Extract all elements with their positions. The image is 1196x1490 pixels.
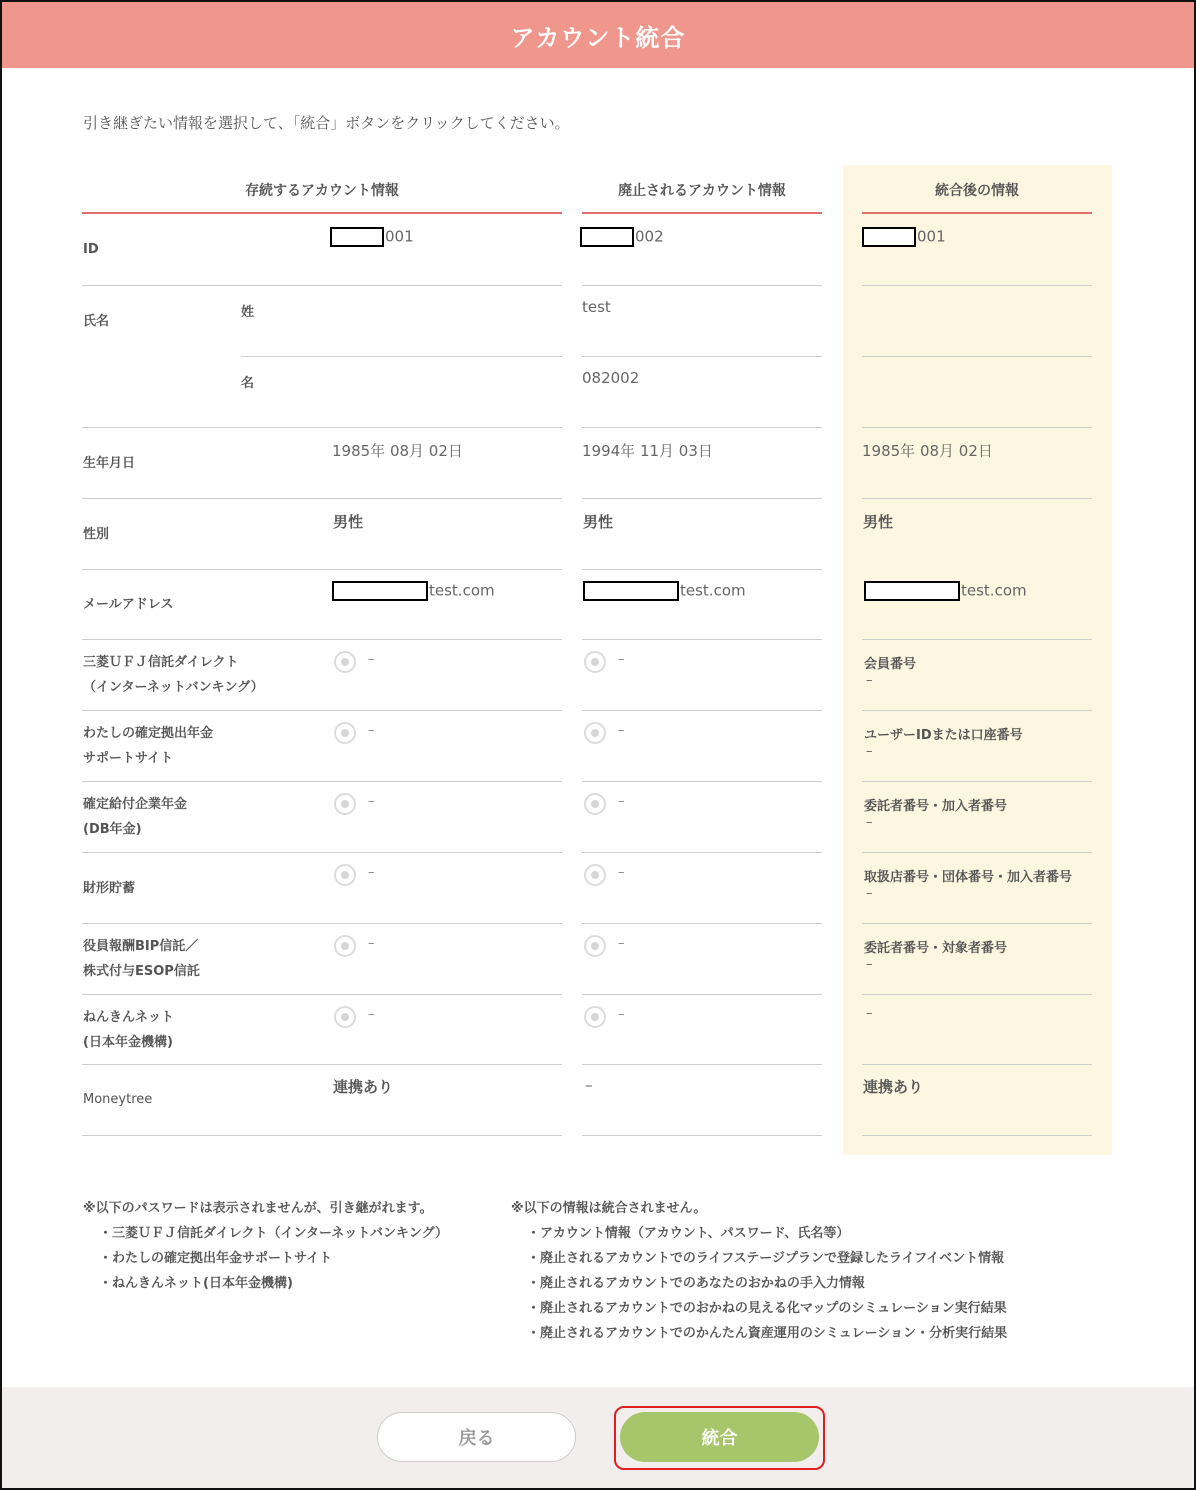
keep-gender: 男性 (333, 513, 364, 531)
sub-label-last-name: 姓 (241, 305, 255, 320)
row-label-email: メールアドレス (83, 597, 174, 612)
merged-service-label: 会員番号 (864, 657, 917, 672)
remove-service-radio[interactable] (584, 651, 606, 673)
remove-service-value: – (618, 652, 625, 667)
row-divider (582, 356, 822, 357)
column-header-remove: 廃止されるアカウント情報 (618, 183, 786, 199)
row-label-moneytree: Moneytree (83, 1092, 153, 1107)
remove-service-radio[interactable] (584, 722, 606, 744)
row-divider (582, 710, 822, 711)
row-label-name: 氏名 (83, 314, 110, 329)
row-divider (82, 427, 562, 428)
row-divider (82, 852, 562, 853)
merged-service-value: – (866, 886, 873, 901)
keep-service-value: – (368, 865, 375, 880)
remove-service-value: – (618, 723, 625, 738)
row-divider (862, 923, 1092, 924)
row-divider (582, 1135, 822, 1136)
row-divider (82, 781, 562, 782)
row-label-service: わたしの確定拠出年金 サポートサイト (83, 726, 214, 766)
column-header-merged: 統合後の情報 (935, 183, 1019, 199)
merged-service-value: – (866, 744, 873, 759)
merged-service-label: 取扱店番号・団体番号・加入者番号 (864, 870, 1073, 885)
redaction-box (330, 227, 384, 247)
header-underline (862, 212, 1092, 214)
remove-service-value: – (618, 1007, 625, 1022)
remove-service-value: – (618, 794, 625, 809)
row-divider (82, 498, 562, 499)
notes-not-merged (511, 1196, 1007, 1346)
page-title: アカウント統合 (2, 2, 1194, 68)
row-label-id: ID (83, 242, 99, 257)
footer-bar (2, 1387, 1194, 1488)
row-divider (82, 1135, 562, 1136)
remove-service-radio[interactable] (584, 864, 606, 886)
row-label-gender: 性別 (83, 527, 110, 542)
row-divider (582, 285, 822, 286)
row-divider (862, 285, 1092, 286)
redaction-box (580, 227, 634, 247)
row-divider (862, 356, 1092, 357)
row-label-service: 三菱ＵＦＪ信託ダイレクト （インターネットバンキング） (83, 655, 264, 695)
keep-moneytree: 連携あり (333, 1078, 394, 1096)
remove-service-radio[interactable] (584, 935, 606, 957)
merged-service-value: – (866, 957, 873, 972)
keep-service-value: – (368, 723, 375, 738)
remove-gender: 男性 (583, 513, 614, 531)
back-button[interactable]: 戻る (377, 1412, 576, 1462)
row-divider (82, 710, 562, 711)
keep-service-radio[interactable] (334, 935, 356, 957)
row-label-service: 確定給付企業年金 (DB年金) (83, 797, 188, 837)
redaction-box (864, 581, 960, 601)
merge-button[interactable]: 統合 (620, 1412, 819, 1462)
header-underline (82, 212, 562, 214)
keep-service-radio[interactable] (334, 651, 356, 673)
notes-item: ・わたしの確定拠出年金サポートサイト (99, 1251, 333, 1266)
keep-service-radio[interactable] (334, 793, 356, 815)
keep-id: 001 (330, 227, 414, 247)
notes-item: ・ねんきんネット(日本年金機構) (99, 1276, 293, 1291)
keep-service-value: – (368, 936, 375, 951)
remove-service-value: – (618, 936, 625, 951)
row-divider (862, 781, 1092, 782)
row-divider (862, 994, 1092, 995)
row-divider (582, 923, 822, 924)
redaction-box (583, 581, 679, 601)
row-divider (582, 498, 822, 499)
row-divider (862, 1135, 1092, 1136)
merged-moneytree: 連携あり (863, 1078, 924, 1096)
row-divider (582, 639, 822, 640)
notes-item: ・廃止されるアカウントでのかんたん資産運用のシミュレーション・分析実行結果 (527, 1326, 1008, 1341)
intro-text: 引き継ぎたい情報を選択して、「統合」ボタンをクリックしてください。 (83, 114, 570, 132)
row-divider (582, 852, 822, 853)
notes-heading: ※以下のパスワードは表示されませんが、引き継がれます。 (83, 1201, 433, 1216)
notes-heading: ※以下の情報は統合されません。 (511, 1201, 707, 1216)
remove-birth: 1994年 11月 03日 (582, 442, 713, 460)
keep-service-radio[interactable] (334, 722, 356, 744)
merged-service-label: ユーザーIDまたは口座番号 (864, 728, 1023, 743)
merged-id: 001 (862, 227, 946, 247)
notes-item: ・廃止されるアカウントでのライフステージプランで登録したライフイベント情報 (527, 1251, 1005, 1266)
row-divider (582, 1064, 822, 1065)
keep-service-value: – (368, 794, 375, 809)
row-divider (582, 781, 822, 782)
merged-gender: 男性 (863, 513, 894, 531)
remove-moneytree: – (585, 1076, 593, 1094)
row-divider (82, 285, 562, 286)
row-divider (862, 639, 1092, 640)
merged-email: test.com (864, 581, 1027, 601)
notes-item: ・廃止されるアカウントでのあなたのおかねの手入力情報 (527, 1276, 865, 1291)
merged-birth: 1985年 08月 02日 (862, 442, 993, 460)
row-divider (862, 498, 1092, 499)
row-divider (862, 852, 1092, 853)
redaction-box (332, 581, 428, 601)
notes-item: ・三菱ＵＦＪ信託ダイレクト（インターネットバンキング） (99, 1226, 449, 1241)
remove-service-value: – (618, 865, 625, 880)
notes-item: ・アカウント情報（アカウント、パスワード、氏名等） (527, 1226, 850, 1241)
row-divider (582, 427, 822, 428)
row-label-service: 役員報酬BIP信託／ 株式付与ESOP信託 (83, 939, 200, 979)
row-divider (82, 1064, 562, 1065)
remove-email: test.com (583, 581, 746, 601)
merged-service-value: – (866, 815, 873, 830)
row-divider (82, 994, 562, 995)
keep-birth: 1985年 08月 02日 (332, 442, 463, 460)
header-underline (582, 212, 822, 214)
remove-last-name: test (582, 298, 611, 316)
row-divider (862, 1064, 1092, 1065)
row-divider (82, 569, 562, 570)
merged-service-label: 委託者番号・対象者番号 (864, 941, 1008, 956)
row-divider (862, 427, 1092, 428)
sub-label-first-name: 名 (241, 376, 255, 391)
merged-service-label: – (866, 1006, 873, 1021)
merged-service-value: – (866, 673, 873, 688)
row-label-service: 財形貯蓄 (83, 881, 136, 896)
keep-email: test.com (332, 581, 495, 601)
keep-service-radio[interactable] (334, 864, 356, 886)
row-divider (862, 710, 1092, 711)
keep-service-value: – (368, 1007, 375, 1022)
merged-service-label: 委託者番号・加入者番号 (864, 799, 1008, 814)
row-divider (582, 569, 822, 570)
row-divider (82, 639, 562, 640)
keep-service-radio[interactable] (334, 1006, 356, 1028)
remove-service-radio[interactable] (584, 1006, 606, 1028)
row-label-birth: 生年月日 (83, 456, 136, 471)
notes-item: ・廃止されるアカウントでのおかねの見える化マップのシミュレーション実行結果 (527, 1301, 1007, 1316)
row-divider (582, 994, 822, 995)
redaction-box (862, 227, 916, 247)
remove-first-name: 082002 (582, 369, 640, 387)
row-divider (241, 356, 562, 357)
keep-service-value: – (368, 652, 375, 667)
remove-service-radio[interactable] (584, 793, 606, 815)
notes-password (83, 1196, 448, 1296)
column-header-keep: 存続するアカウント情報 (245, 183, 399, 199)
remove-id: 002 (580, 227, 664, 247)
row-label-service: ねんきんネット (日本年金機構) (83, 1010, 175, 1050)
row-divider (82, 923, 562, 924)
